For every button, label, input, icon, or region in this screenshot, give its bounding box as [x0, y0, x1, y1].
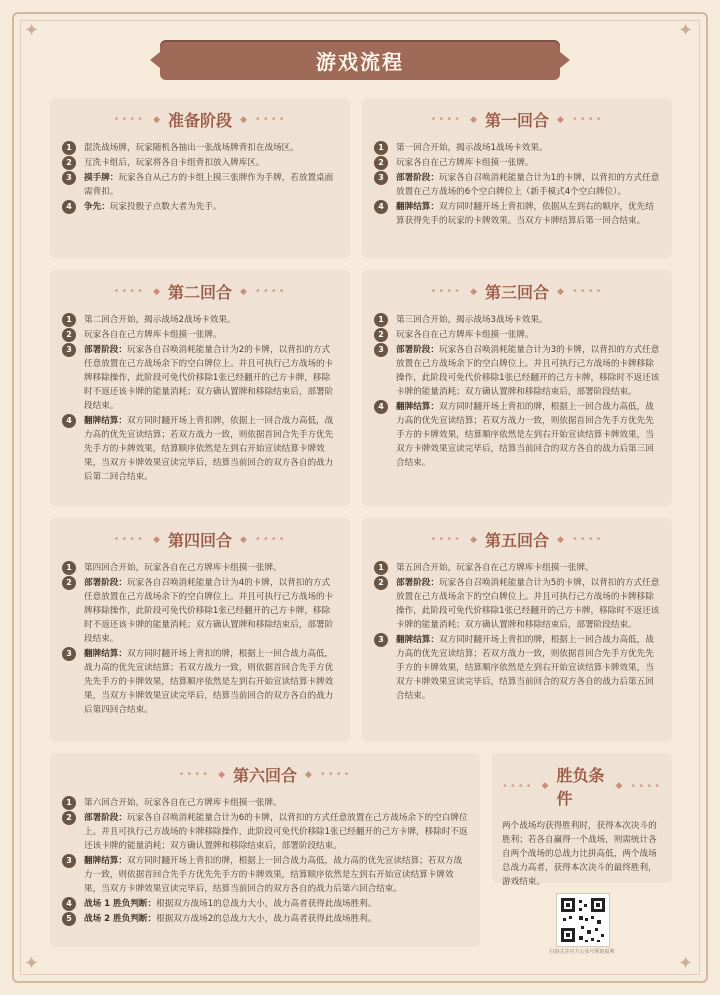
diamond-icon: ◆ — [470, 286, 477, 297]
step-label: 争先： — [84, 202, 110, 212]
step-item — [62, 647, 338, 717]
ornament-dots: •••• — [630, 780, 662, 792]
diamond-icon: ◆ — [470, 114, 477, 125]
step-body: 第三回合开始，揭示战场3战场卡效果。 — [396, 315, 548, 325]
step-body: 混洗战场牌，玩家随机各抽出一张战场牌背扣在战场区。 — [84, 143, 299, 153]
step-item — [62, 576, 338, 646]
ornament-dots: •••• — [254, 534, 287, 545]
card-header — [374, 280, 660, 303]
section-card — [50, 753, 480, 947]
step-text — [396, 141, 548, 155]
step-number: 2 — [374, 576, 388, 590]
ornament-dots: •••• — [113, 286, 146, 297]
step-item — [374, 633, 660, 703]
step-body: 玩家各自召唤消耗能量合计为4的卡牌，以背扣的方式任意放置在己方战场余下的空白牌位上。并且可执行己方战场的卡牌移除操作，此阶段可免代价移除1张已经翻开的己方卡牌，移除时不返还该卡牌的能量消耗；双方确认置牌和移除结束后，部署阶段结束。 — [84, 578, 334, 644]
step-label: 战场 1 胜负判断： — [84, 899, 157, 909]
section-card — [362, 518, 672, 742]
step-text — [84, 647, 338, 717]
step-item — [62, 200, 338, 214]
step-body: 第五回合开始，玩家各自在己方牌库卡组摸一张牌。 — [396, 563, 594, 573]
section-title: 第四回合 — [167, 531, 232, 550]
step-body: 玩家各自召唤消耗能量合计为1的卡牌，以背扣的方式任意放置在己方战场的6个空白牌位上（新手模式4个空白牌位）。 — [396, 173, 660, 197]
diamond-icon: ◆ — [557, 114, 564, 125]
step-number: 1 — [62, 561, 76, 575]
card-header — [374, 528, 660, 551]
step-body: 玩家各自在己方牌库卡组摸一张牌。 — [396, 158, 534, 168]
step-label: 部署阶段： — [84, 813, 127, 823]
ornament-dots: •••• — [502, 780, 534, 792]
step-body: 根据双方战场1的总战力大小，战力高者获得此战场胜利。 — [156, 899, 377, 909]
star-icon: ✦ — [24, 20, 40, 41]
step-item — [62, 328, 338, 342]
step-item — [62, 343, 338, 413]
step-body: 玩家各自在己方牌库卡组摸一张牌。 — [84, 330, 222, 340]
title-banner — [160, 40, 560, 80]
step-number: 1 — [374, 141, 388, 155]
step-body: 双方同时翻开场上背扣牌，依据从左到右的顺序，优先结算获得先手的玩家的卡牌效果。当双方卡牌结算后第一回合结束。 — [396, 202, 654, 226]
diamond-icon: ◆ — [153, 534, 160, 545]
star-icon: ✦ — [24, 953, 40, 974]
step-body: 双方同时翻开场上背扣牌，依据上一回合战力高低，战力高的优先宣读结算；若双方战力一致，则依据首回合先手方优先先手方的卡牌效果，结算顺序依然是左到右开始宣读结算卡牌效果，当双方卡牌效果宣读完毕后，结算当前回合的双方各自的战力后第二回合结束。 — [84, 416, 334, 482]
banner-notch-left — [150, 52, 160, 68]
section-card — [362, 270, 672, 506]
step-item — [374, 313, 660, 327]
step-label: 翻牌结算： — [84, 649, 127, 659]
step-item — [62, 912, 468, 926]
step-label: 翻牌结算： — [84, 856, 127, 866]
step-number: 3 — [374, 343, 388, 357]
step-text — [84, 811, 468, 853]
step-number: 4 — [62, 414, 76, 428]
step-number: 2 — [62, 576, 76, 590]
ornament-dots: •••• — [571, 534, 604, 545]
step-number: 4 — [374, 200, 388, 214]
step-text — [396, 633, 660, 703]
banner-notch-right — [560, 52, 570, 68]
step-number: 3 — [62, 343, 76, 357]
ornament-dots: •••• — [571, 114, 604, 125]
step-number: 1 — [374, 561, 388, 575]
step-label: 翻牌结算： — [396, 202, 439, 212]
ornament-dots: •••• — [254, 114, 287, 125]
step-text — [396, 313, 548, 327]
diamond-icon: ◆ — [240, 534, 247, 545]
step-body: 玩家各自召唤消耗能量合计为2的卡牌，以背扣的方式任意放置在己方战场余下的空白牌位上。并且可执行己方战场的卡牌移除操作，此阶段可免代价移除1张已经翻开的己方卡牌，移除时不返还该卡牌的能量消耗；双方确认置牌和移除结束后，部署阶段结束。 — [84, 345, 334, 411]
card-header — [62, 763, 468, 786]
step-body: 双方同时翻开场上背扣的牌，根据上一回合战力高低，战力高的优先宣读结算；若双方战力一致，则依据首回合先手方优先先手方的卡牌效果，结算顺序依然是左到右开始宣读结算卡牌效果，当双方卡牌效果宣读完毕后，结算当前回合的双方各自的战力后第六回合结束。 — [84, 856, 463, 894]
win-title: 胜负条件 — [556, 766, 605, 808]
step-number: 1 — [62, 796, 76, 810]
ornament-dots: •••• — [254, 286, 287, 297]
step-text — [84, 156, 264, 170]
step-item — [62, 811, 468, 853]
step-item — [374, 171, 660, 199]
diamond-icon: ◆ — [240, 114, 247, 125]
step-number: 2 — [374, 328, 388, 342]
step-text — [84, 414, 338, 484]
step-item — [62, 854, 468, 896]
step-number: 2 — [62, 156, 76, 170]
step-text — [396, 200, 660, 228]
step-number: 3 — [62, 171, 76, 185]
step-number: 1 — [374, 313, 388, 327]
step-body: 双方同时翻开场上背扣的牌，根据上一回合战力高低，战力高的优先宣读结算；若双方战力一致，则依据首回合先手方优先先手方的卡牌效果，结算顺序依然是左到右开始宣读结算卡牌效果，当双方卡牌效果宣读完毕后，结算当前回合的双方各自的战力后第五回合结束。 — [396, 635, 654, 701]
step-body: 双方同时翻开场上背扣的牌，根据上一回合战力高低，战力高的优先宣读结算；若双方战力一致，则依据首回合先手方优先先手方的卡牌效果，结算顺序依然是左到右开始宣读结算卡牌效果，当双方卡牌效果宣读完毕后，结算当前回合的双方各自的战力后第四回合结束。 — [84, 649, 334, 715]
section-title: 第二回合 — [167, 283, 232, 302]
step-number: 3 — [374, 171, 388, 185]
step-number: 2 — [374, 156, 388, 170]
step-number: 3 — [374, 633, 388, 647]
diamond-icon: ◆ — [218, 769, 225, 780]
step-body: 双方同时翻开场上背扣的牌，根据上一回合战力高低，战力高的优先宣读结算；若双方战力一致，则依据首回合先手方优先先手方的卡牌效果，结算顺序依然是左到右开始宣读结算卡牌效果，当双方卡牌效果宣读完毕后，结算当前回合的双方各自的战力后第三回合结束。 — [396, 402, 654, 468]
section-title: 第五回合 — [484, 531, 549, 550]
section-title: 第三回合 — [484, 283, 549, 302]
page-title: 游戏流程 — [316, 49, 404, 74]
step-item — [374, 156, 660, 170]
step-number: 1 — [62, 313, 76, 327]
step-body: 第二回合开始，揭示战场2战场卡效果。 — [84, 315, 236, 325]
section-card — [50, 518, 350, 742]
section-title: 准备阶段 — [167, 111, 232, 130]
star-icon: ✦ — [678, 20, 694, 41]
step-number: 1 — [62, 141, 76, 155]
section-title: 第六回合 — [232, 766, 297, 785]
step-text — [396, 171, 660, 199]
ornament-dots: •••• — [113, 114, 146, 125]
step-label: 翻牌结算： — [396, 635, 439, 645]
ornament-dots: •••• — [571, 286, 604, 297]
step-item — [62, 561, 338, 575]
win-text: 两个战场均获得胜利时，获得本次决斗的胜利；若各自赢得一个战场，则需统计各自两个战场的总战力比拼高低，两个战场总战力高者，获得本次决斗的最终胜利，游戏结束。 — [502, 821, 657, 887]
step-item — [374, 343, 660, 399]
diamond-icon: ◆ — [153, 114, 160, 125]
step-text — [396, 400, 660, 470]
step-body: 第一回合开始，揭示战场1战场卡效果。 — [396, 143, 548, 153]
qr-code[interactable] — [556, 893, 610, 947]
step-body: 玩家各自召唤消耗能量合计为3的卡牌，以背扣的方式任意放置在己方战场余下的空白牌位上。并且可执行己方战场的卡牌移除操作，此阶段可免代价移除1张已经翻开的己方卡牌，移除时不返还该卡牌的能量消耗；双方确认置牌和移除结束后，部署阶段结束。 — [396, 345, 660, 397]
step-label: 翻牌结算： — [396, 402, 439, 412]
step-item — [62, 897, 468, 911]
step-body: 根据双方战场2的总战力大小，战力高者获得此战场胜利。 — [156, 914, 377, 924]
step-number: 4 — [62, 897, 76, 911]
step-body: 互洗卡组后，玩家将各自卡组背扣放入牌库区。 — [84, 158, 265, 168]
step-body: 玩家各自召唤消耗能量合计为5的卡牌，以背扣的方式任意放置在己方战场余下的空白牌位上。并且可执行己方战场的卡牌移除操作，此阶段可免代价移除1张已经翻开的己方卡牌，移除时不返还该卡牌的能量消耗；双方确认置牌和移除结束后，部署阶段结束。 — [396, 578, 660, 630]
step-text — [84, 313, 236, 327]
step-text — [396, 343, 660, 399]
step-item — [374, 400, 660, 470]
step-number: 4 — [62, 200, 76, 214]
step-item — [62, 171, 338, 199]
step-number: 4 — [374, 400, 388, 414]
step-number: 5 — [62, 912, 76, 926]
step-text — [396, 156, 534, 170]
step-text — [84, 897, 376, 911]
section-card — [50, 270, 350, 506]
diamond-icon: ◆ — [153, 286, 160, 297]
card-header — [374, 108, 660, 131]
section-card — [362, 98, 672, 258]
diamond-icon: ◆ — [305, 769, 312, 780]
diamond-icon: ◆ — [470, 534, 477, 545]
step-label: 部署阶段： — [84, 345, 127, 355]
section-title: 第一回合 — [484, 111, 549, 130]
step-item — [62, 141, 338, 155]
diamond-icon: ◆ — [240, 286, 247, 297]
step-number: 2 — [62, 328, 76, 342]
step-item — [374, 561, 660, 575]
step-label: 战场 2 胜负判断： — [84, 914, 157, 924]
ornament-dots: •••• — [430, 534, 463, 545]
step-item — [374, 200, 660, 228]
step-body: 玩家投骰子点数大者为先手。 — [109, 202, 222, 212]
diamond-icon: ◆ — [557, 286, 564, 297]
card-header — [62, 108, 338, 131]
step-text — [84, 854, 468, 896]
step-label: 部署阶段： — [396, 173, 439, 183]
diamond-icon: ◆ — [541, 781, 549, 791]
ornament-dots: •••• — [113, 534, 146, 545]
step-item — [62, 796, 468, 810]
step-text — [84, 796, 282, 810]
diamond-icon: ◆ — [615, 781, 623, 791]
step-item — [62, 156, 338, 170]
card-header — [62, 528, 338, 551]
step-item — [374, 141, 660, 155]
step-item — [62, 313, 338, 327]
step-label: 部署阶段： — [396, 578, 439, 588]
step-label: 部署阶段： — [84, 578, 127, 588]
step-label: 部署阶段： — [396, 345, 439, 355]
step-text — [84, 343, 338, 413]
ornament-dots: •••• — [430, 286, 463, 297]
ornament-dots: •••• — [319, 769, 352, 780]
step-body: 第四回合开始，玩家各自在己方牌库卡组摸一张牌。 — [84, 563, 282, 573]
step-body: 第六回合开始，玩家各自在己方牌库卡组摸一张牌。 — [84, 798, 282, 808]
step-text — [84, 576, 338, 646]
step-label: 摸手牌： — [84, 173, 119, 183]
step-item — [62, 414, 338, 484]
star-icon: ✦ — [678, 953, 694, 974]
step-number: 3 — [62, 647, 76, 661]
step-text — [84, 141, 299, 155]
step-label: 翻牌结算： — [84, 416, 127, 426]
ornament-dots: •••• — [178, 769, 211, 780]
win-conditions-card — [492, 753, 672, 887]
step-body: 玩家各自召唤消耗能量合计为6的卡牌，以背扣的方式任意放置在己方战场余下的空白牌位上。并且可执行己方战场的卡牌移除操作，此阶段可免代价移除1张已经翻开的己方卡牌，移除时不返还该卡牌的能量消耗；双方确认置牌和移除结束后，部署阶段结束。 — [84, 813, 468, 851]
step-text — [84, 328, 222, 342]
step-text — [84, 171, 338, 199]
ornament-dots: •••• — [430, 114, 463, 125]
step-item — [374, 328, 660, 342]
step-text — [84, 912, 376, 926]
step-text — [396, 328, 534, 342]
card-header — [502, 763, 662, 809]
diamond-icon: ◆ — [557, 534, 564, 545]
step-text — [396, 576, 660, 632]
step-number: 3 — [62, 854, 76, 868]
step-body: 玩家各自在己方牌库卡组摸一张牌。 — [396, 330, 534, 340]
section-card — [50, 98, 350, 258]
step-text — [84, 200, 222, 214]
qr-code-graphic — [557, 894, 609, 946]
step-text — [84, 561, 282, 575]
step-item — [374, 576, 660, 632]
step-text — [396, 561, 594, 575]
card-header — [62, 280, 338, 303]
qr-caption: 扫码关注官方公众号领取福利 — [549, 949, 615, 955]
step-number: 2 — [62, 811, 76, 825]
step-body: 玩家各自从己方的卡组上摸三张牌作为手牌，若放置桌面需背扣。 — [84, 173, 334, 197]
